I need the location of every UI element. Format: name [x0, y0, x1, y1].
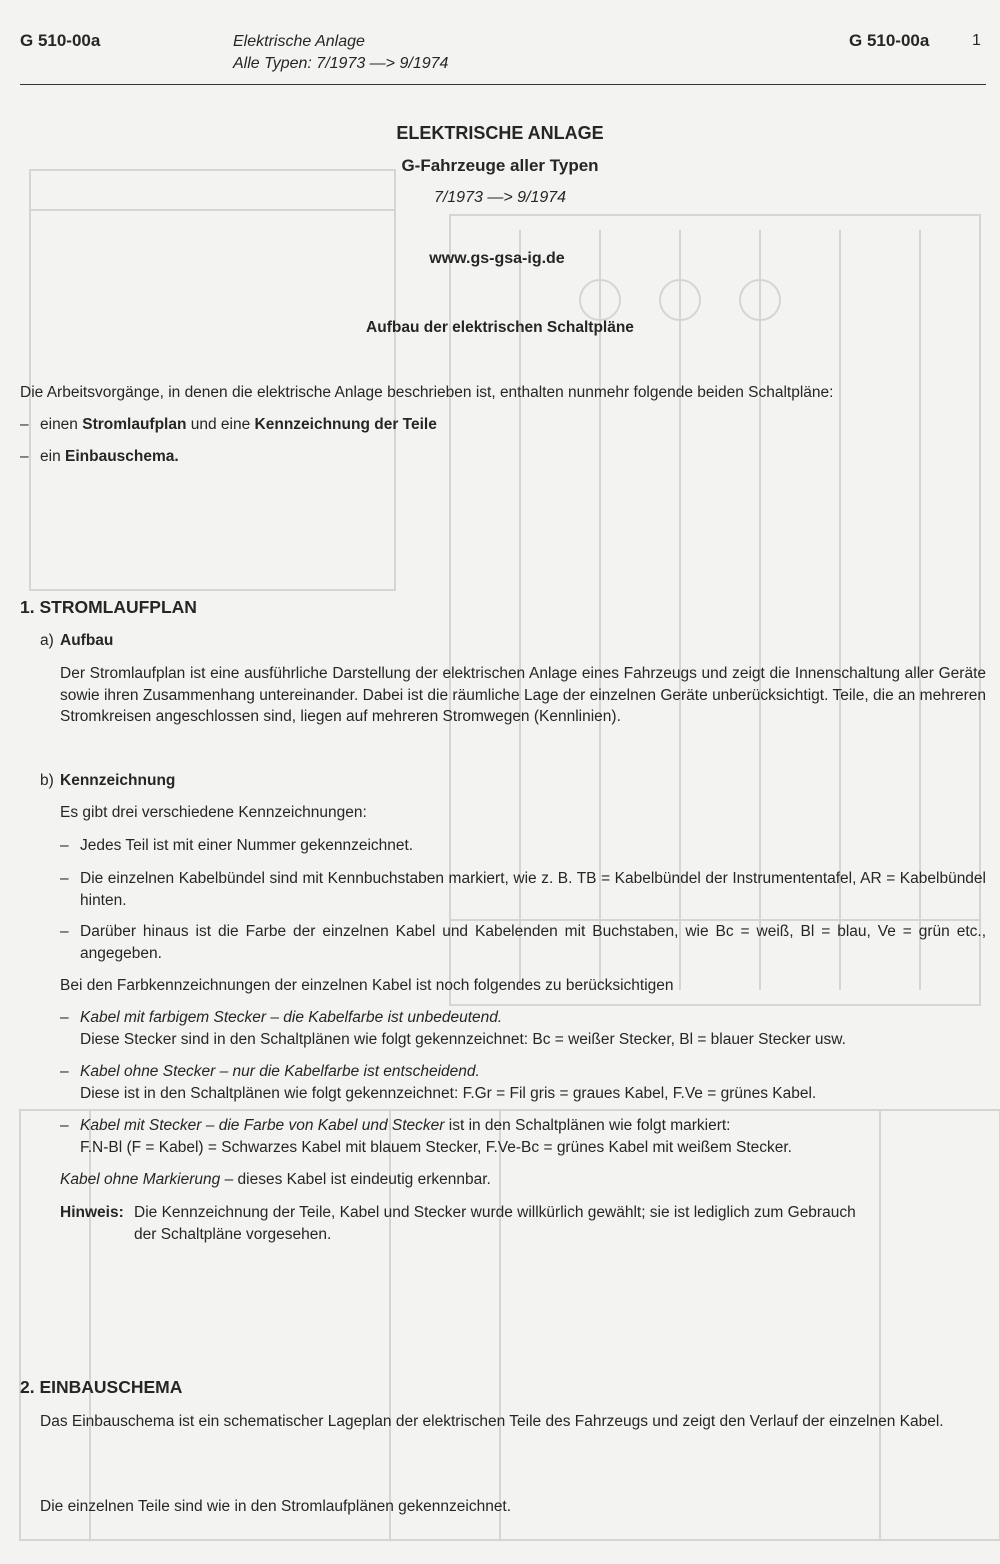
note-text-line-1: Die Kennzeichnung der Teile, Kabel und Stecker wurde willkürlich gewählt; sie ist lediglich zum Gebrauch [134, 1204, 856, 1221]
intro-text: Die Arbeitsvorgänge, in denen die elektrische Anlage beschrieben ist, enthalten nunmehr folgende beiden Schaltpläne: [20, 384, 834, 401]
section-2-closing: Die einzelnen Teile sind wie in den Stromlaufplänen gekennzeichnet. [40, 1498, 512, 1515]
color-item-1-title: Kabel mit farbigem Stecker – die Kabelfarbe ist unbedeutend. [80, 1009, 503, 1026]
bullet-dash: – [60, 1063, 69, 1080]
header-topic: Elektrische Anlage [233, 33, 365, 50]
page-number: 1 [972, 32, 981, 49]
bullet-dash: – [60, 1117, 69, 1134]
marking-item-1: Jedes Teil ist mit einer Nummer gekennzeichnet. [80, 837, 414, 854]
date-range: 7/1973 —> 9/1974 [433, 189, 567, 206]
color-item-2-detail: Diese ist in den Schaltplänen wie folgt gekennzeichnet: F.Gr = Fil gris = graues Kabel, F.Ve = grünes Kabel. [80, 1085, 817, 1102]
marking-item-2: Die einzelnen Kabelbündel sind mit Kennbuchstaben markiert, wie z. B. TB = Kabelbündel der Instrumententafel, AR = Kabelbündel hinten. [80, 870, 986, 909]
color-note: Bei den Farbkennzeichnungen der einzelnen Kabel ist noch folgendes zu berücksichtigen [60, 977, 674, 994]
bullet-dash: – [60, 1009, 69, 1026]
color-item-3-detail: F.N-Bl (F = Kabel) = Schwarzes Kabel mit blauem Stecker, F.Ve-Bc = grünes Kabel mit weißem Stecker. [80, 1139, 792, 1156]
header-rule [20, 84, 986, 85]
bullet-dash: – [60, 923, 69, 940]
subsection-b-intro: Es gibt drei verschiedene Kennzeichnungen: [60, 804, 367, 821]
intro-item-2-text: ein Einbauschema. [40, 448, 179, 465]
page-title: ELEKTRISCHE ANLAGE [396, 123, 604, 143]
document-code-left: G 510-00a [20, 31, 101, 50]
section-heading: Aufbau der elektrischen Schaltpläne [366, 319, 634, 336]
bullet-dash: – [60, 837, 69, 854]
note-text-line-2: der Schaltpläne vorgesehen. [134, 1226, 332, 1243]
subsection-a-title: Aufbau [60, 632, 114, 649]
page-subtitle: G-Fahrzeuge aller Typen [401, 156, 599, 175]
subsection-a-text: Der Stromlaufplan ist eine ausführliche Darstellung der elektrischen Anlage eines Fahrzeugs und zeigt die Innenschaltung aller Geräte sowie ihren Zusammenhang untereinander. Dabei ist die räumliche Lage der einzelnen Geräte unberücksichtigt. Teile, die an mehreren Stromkreisen angeschlossen sind, liegen auf mehreren Stromwegen (Kennlinien). [60, 665, 986, 725]
unmarked-cable-note: Kabel ohne Markierung – dieses Kabel ist eindeutig erkennbar. [60, 1171, 491, 1188]
header-types-range: Alle Typen: 7/1973 —> 9/1974 [233, 55, 449, 72]
subsection-b-title: Kennzeichnung [60, 772, 176, 789]
bullet-dash: – [60, 870, 69, 887]
marking-item-3: Darüber hinaus ist die Farbe der einzelnen Kabel und Kabelenden mit Buchstaben, wie Bc = weiß, Bl = blau, Ve = grün etc., angegeben. [80, 923, 986, 962]
subsection-a-label: a) [40, 632, 54, 649]
subsection-b-label: b) [40, 772, 54, 789]
section-1-heading: 1. STROMLAUFPLAN [20, 597, 197, 617]
intro-item-1: – [20, 416, 29, 433]
note-label: Hinweis: [60, 1204, 124, 1221]
intro-item-2: – [20, 448, 29, 465]
color-item-3-title: Kabel mit Stecker – die Farbe von Kabel und Stecker ist in den Schaltplänen wie folgt markiert: [80, 1117, 731, 1134]
document-code-right: G 510-00a [849, 31, 930, 50]
section-2-heading: 2. EINBAUSCHEMA [20, 1377, 183, 1397]
color-item-2-title: Kabel ohne Stecker – nur die Kabelfarbe ist entscheidend. [80, 1063, 480, 1080]
section-2-text: Das Einbauschema ist ein schematischer Lageplan der elektrischen Teile des Fahrzeugs und zeigt den Verlauf der einzelnen Kabel. [40, 1413, 944, 1430]
color-item-1-detail: Diese Stecker sind in den Schaltplänen wie folgt gekennzeichnet: Bc = weißer Stecker, Bl = blauer Stecker usw. [80, 1031, 846, 1048]
website-link[interactable]: www.gs-gsa-ig.de [429, 250, 565, 267]
intro-item-1-text: einen Stromlaufplan und eine Kennzeichnung der Teile [40, 416, 437, 433]
